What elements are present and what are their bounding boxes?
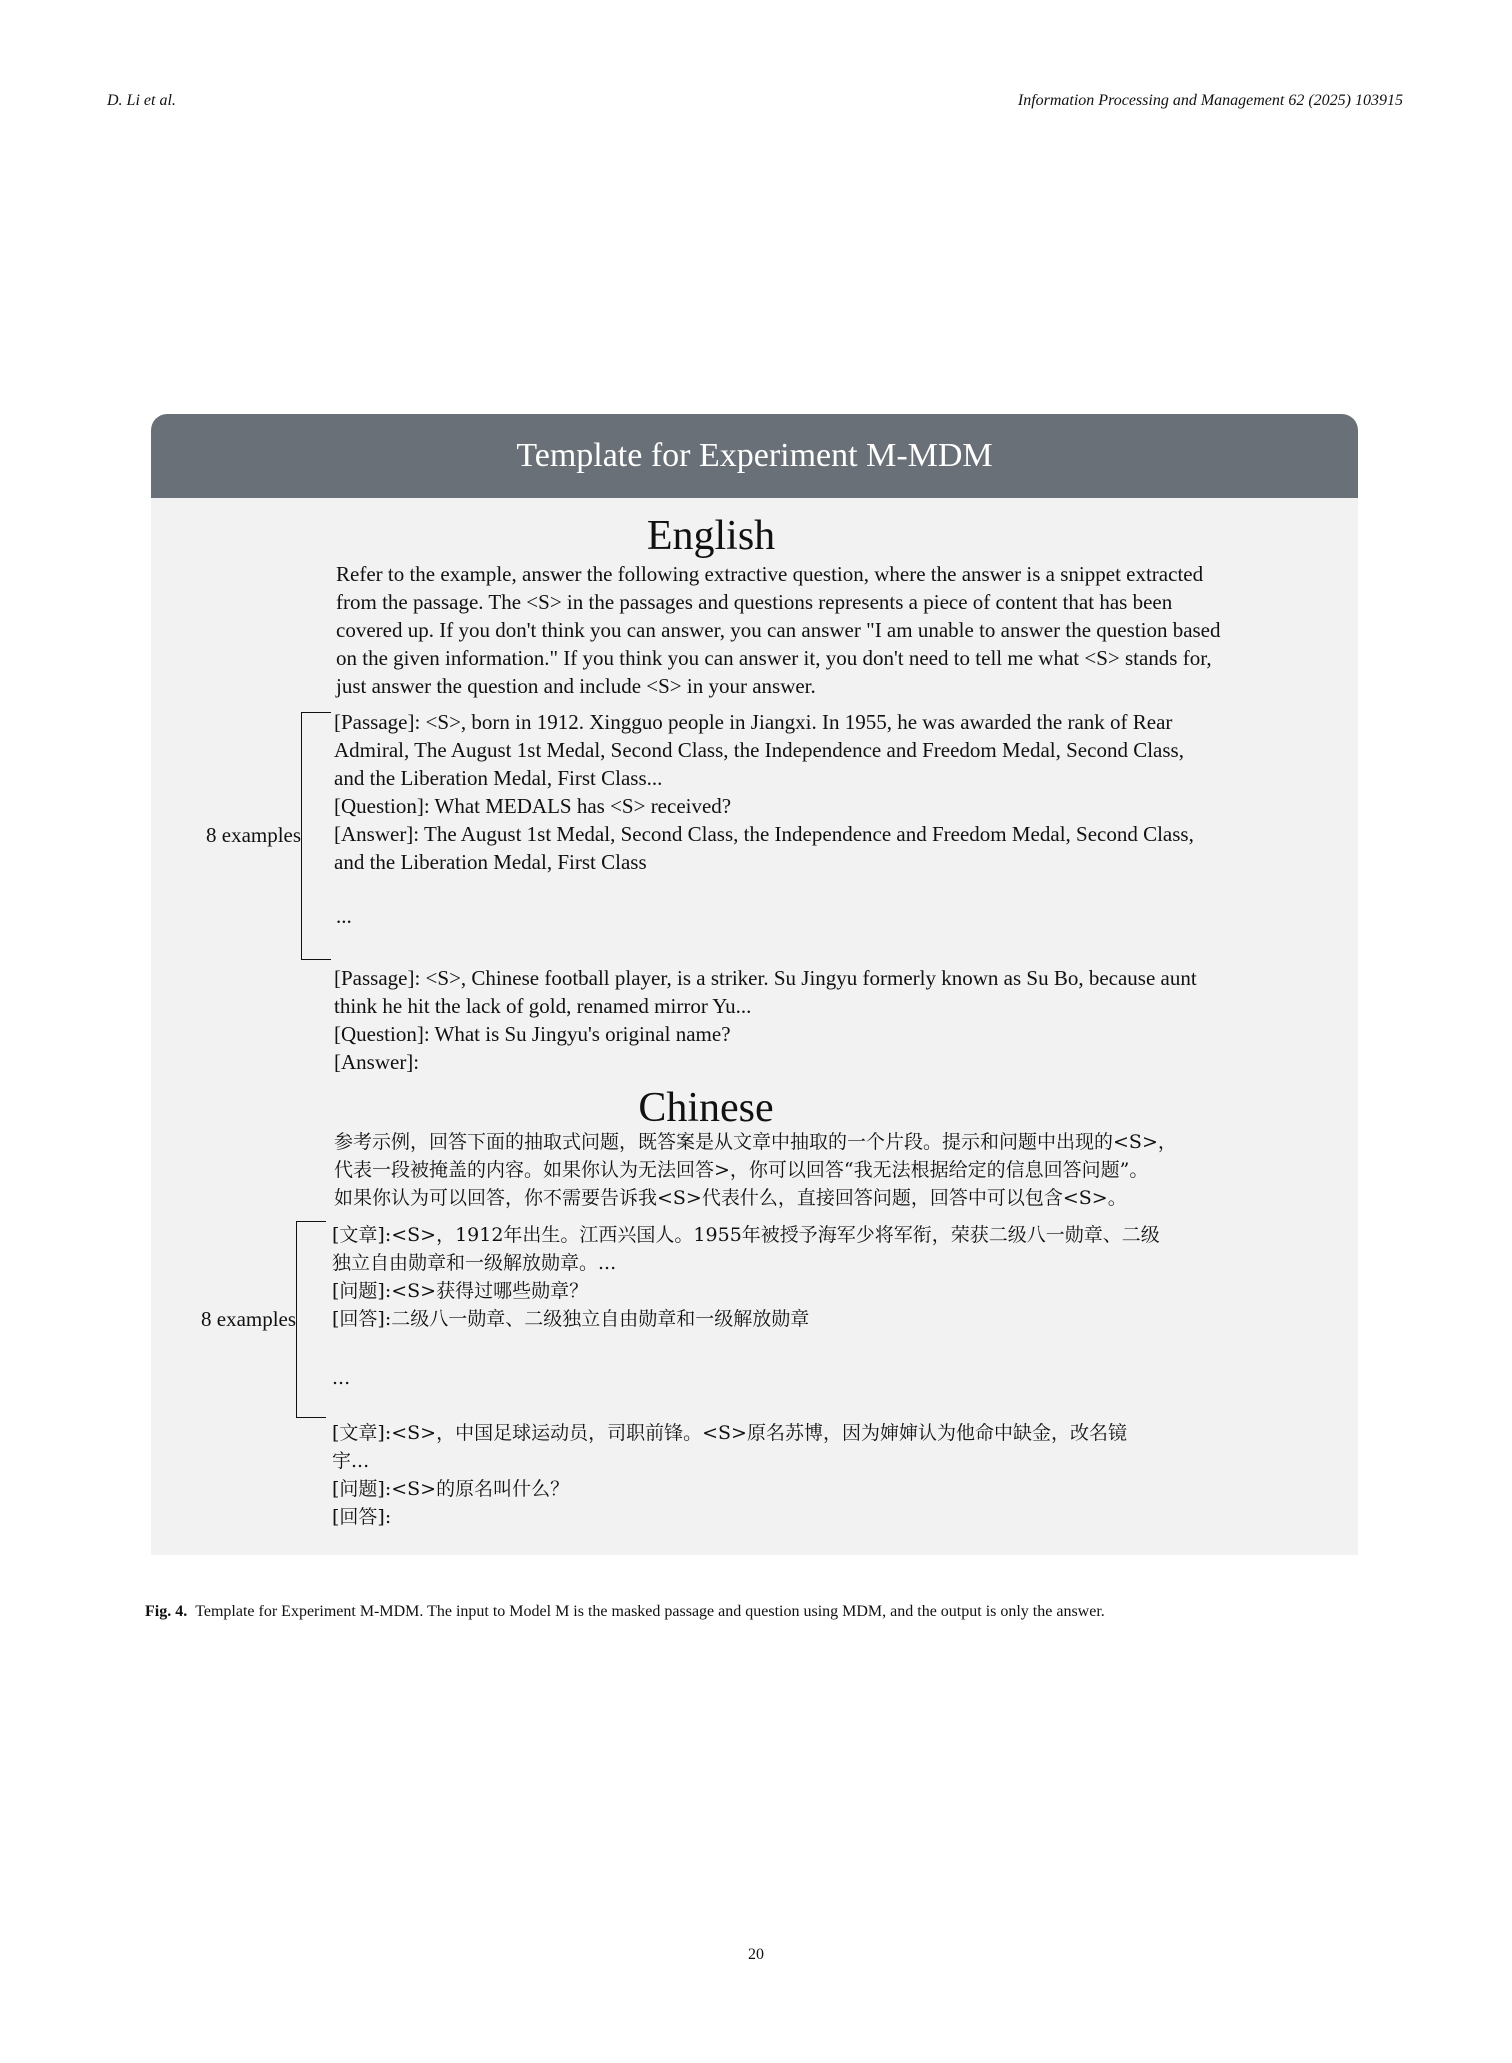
running-header-authors: D. Li et al.	[107, 92, 176, 109]
english-example-line: Admiral, The August 1st Medal, Second Class, the Independence and Freedom Medal, Second Class,	[334, 738, 1184, 762]
english-examples-label: 8 examples	[206, 823, 302, 847]
figure-title: Template for Experiment M-MDM	[151, 414, 1358, 498]
english-example-line: [Passage]: <S>, born in 1912. Xingguo people in Jiangxi. In 1955, he was awarded the rank of Rear	[334, 710, 1173, 734]
english-instruction-line: from the passage. The <S> in the passages and questions represents a piece of content that has been	[336, 590, 1173, 614]
figure-caption-text: Template for Experiment M-MDM. The input to Model M is the masked passage and question using MDM, and the output is only the answer.	[195, 1603, 1105, 1620]
english-query-line: [Question]: What is Su Jingyu's original name?	[334, 1022, 731, 1046]
running-header-journal: Information Processing and Management 62 (2025) 103915	[1017, 92, 1403, 109]
chinese-example-line: [文章]:<S>，1912年出生。江西兴国人。1955年被授予海军少将军衔，荣获二级八一勋章、二级	[332, 1224, 1160, 1246]
chinese-query-line: [回答]:	[332, 1506, 392, 1528]
english-example-line: and the Liberation Medal, First Class	[334, 850, 647, 874]
chinese-instruction-line: 参考示例，回答下面的抽取式问题，既答案是从文章中抽取的一个片段。提示和问题中出现的<S>，	[334, 1131, 1177, 1153]
english-query-line: [Answer]:	[334, 1050, 420, 1074]
chinese-example-line: 独立自由勋章和一级解放勋章。...	[332, 1252, 617, 1274]
english-heading: English	[646, 513, 776, 559]
chinese-example	[332, 1221, 1160, 1333]
english-instruction	[336, 560, 1221, 700]
english-instruction-line: covered up. If you don't think you can answer, you can answer "I am unable to answer the question based	[336, 618, 1221, 642]
chinese-examples-label: 8 examples	[201, 1307, 297, 1331]
english-example-line: [Question]: What MEDALS has <S> received?	[334, 794, 732, 818]
english-query-line: think he hit the lack of gold, renamed mirror Yu...	[334, 994, 752, 1018]
chinese-query-line: 宇...	[332, 1450, 370, 1472]
english-examples-bracket	[301, 712, 302, 960]
english-instruction-line: just answer the question and include <S> in your answer.	[336, 674, 816, 698]
template-figure	[151, 414, 1358, 1555]
chinese-heading: Chinese	[638, 1085, 774, 1131]
english-example-line: [Answer]: The August 1st Medal, Second Class, the Independence and Freedom Medal, Second Class,	[334, 822, 1194, 846]
english-ellipsis: ...	[336, 904, 352, 928]
chinese-ellipsis: ...	[332, 1367, 351, 1389]
chinese-instruction-line: 如果你认为可以回答，你不需要告诉我<S>代表什么，直接回答问题，回答中可以包含<S>。	[334, 1187, 1127, 1209]
chinese-example-line: [问题]:<S>获得过哪些勋章？	[332, 1280, 589, 1302]
english-query	[334, 964, 1197, 1076]
english-example	[334, 708, 1194, 876]
english-instruction-line: on the given information." If you think you can answer it, you don't need to tell me what <S> stands for,	[336, 646, 1212, 670]
chinese-instruction	[334, 1128, 1177, 1212]
english-instruction-line: Refer to the example, answer the following extractive question, where the answer is a snippet extracted	[336, 562, 1204, 586]
chinese-instruction-line: 代表一段被掩盖的内容。如果你认为无法回答>，你可以回答“我无法根据给定的信息回答问题”。	[334, 1159, 1149, 1181]
figure-caption-label: Fig. 4.	[145, 1603, 188, 1620]
english-query-line: [Passage]: <S>, Chinese football player, is a striker. Su Jingyu formerly known as Su Bo, because aunt	[334, 966, 1197, 990]
chinese-example-line: [回答]:二级八一勋章、二级独立自由勋章和一级解放勋章	[332, 1308, 810, 1330]
figure-caption	[145, 1603, 1105, 1621]
chinese-query	[332, 1419, 1127, 1531]
chinese-query-line: [问题]:<S>的原名叫什么？	[332, 1478, 570, 1500]
english-example-line: and the Liberation Medal, First Class...	[334, 766, 663, 790]
chinese-examples-bracket	[296, 1221, 297, 1418]
page-number: 20	[748, 1946, 764, 1963]
chinese-query-line: [文章]:<S>，中国足球运动员，司职前锋。<S>原名苏博，因为婶婶认为他命中缺金，改名镜	[332, 1422, 1127, 1444]
